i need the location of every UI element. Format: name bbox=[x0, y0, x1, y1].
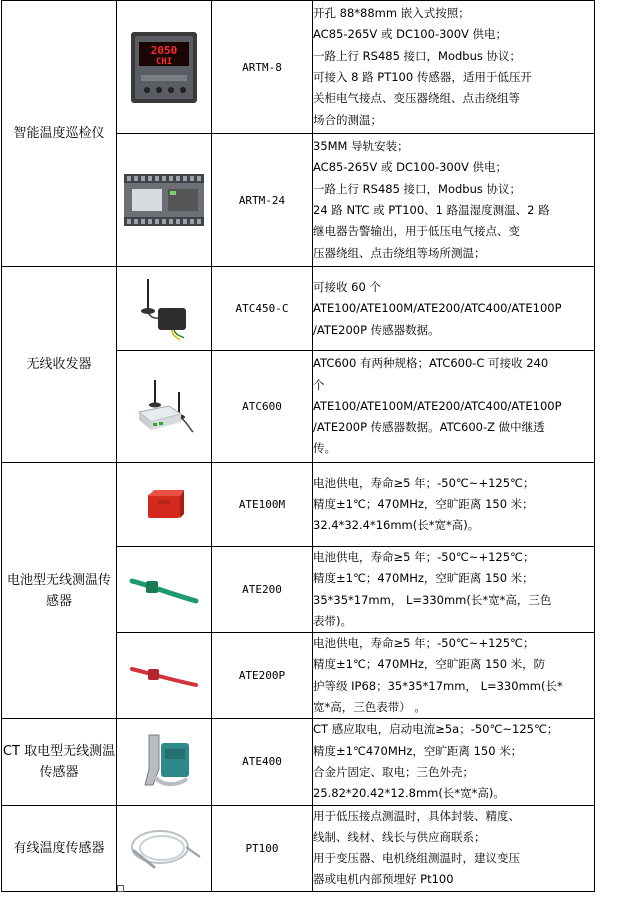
desc-line: 表带)。 bbox=[313, 613, 352, 628]
model-label: ARTM-24 bbox=[238, 193, 286, 207]
din-rail-module-icon bbox=[117, 172, 211, 228]
description-cell bbox=[313, 134, 595, 267]
desc-line: 宽*高，三色表带） 。 bbox=[313, 700, 426, 715]
model-cell bbox=[212, 463, 313, 547]
desc-line: /ATE200P 传感器数据。 bbox=[313, 322, 440, 337]
panel-meter-icon bbox=[117, 30, 211, 105]
desc-line: 场合的测温； bbox=[313, 112, 382, 127]
description-cell bbox=[313, 633, 595, 719]
model-cell bbox=[212, 719, 313, 805]
description-cell bbox=[313, 805, 595, 891]
model-label: ATE200 bbox=[242, 583, 282, 597]
desc-line: 电池供电，寿命≥5 年；-50℃~+125℃； bbox=[313, 475, 535, 490]
desc-line: 精度±1℃；470MHz，空旷距离 150 米； bbox=[313, 496, 534, 511]
pt100-probe-icon bbox=[117, 823, 211, 873]
image-cell bbox=[117, 267, 212, 351]
meter-display-bottom: CHI bbox=[155, 56, 173, 67]
desc-line: ATE100/ATE100M/ATE200/ATC400/ATE100P bbox=[313, 301, 562, 316]
desc-line: ATC600 有两种规格；ATC600-C 可接收 240 bbox=[313, 356, 549, 371]
desc-line: 合金片固定、取电；三色外壳； bbox=[313, 764, 474, 779]
desc-line: ATE100/ATE100M/ATE200/ATC400/ATE100P bbox=[313, 398, 562, 413]
image-cell bbox=[117, 547, 212, 633]
image-cell bbox=[117, 805, 212, 891]
desc-line: 精度±1℃470MHz，空旷距离 150 米； bbox=[313, 743, 523, 758]
desc-line: 24 路 NTC 或 PT100、1 路温湿度测温、2 路 bbox=[313, 203, 550, 217]
image-cell bbox=[117, 719, 212, 805]
desc-line: AC85-265V 或 DC100-300V 供电； bbox=[313, 27, 508, 42]
table-row bbox=[2, 267, 595, 351]
model-cell bbox=[212, 547, 313, 633]
meter-display-top: 2050 bbox=[150, 43, 178, 57]
desc-line: 精度±1℃；470MHz，空旷距离 150 米，防 bbox=[313, 657, 546, 672]
description-cell bbox=[313, 463, 595, 547]
model-label: ATE200P bbox=[238, 669, 286, 683]
category-cell bbox=[2, 805, 117, 891]
description-cell bbox=[313, 1, 595, 134]
category-cell bbox=[2, 719, 117, 805]
desc-line: 32.4*32.4*16mm(长*宽*高)。 bbox=[313, 518, 480, 533]
model-label: ATE100M bbox=[238, 498, 286, 511]
model-cell bbox=[212, 805, 313, 891]
desc-line: 一路上行 RS485 接口，Modbus 协议； bbox=[313, 181, 522, 196]
desc-line: 用于低压接点测温时，具体封装、精度、 bbox=[313, 808, 520, 823]
desc-line: 传。 bbox=[313, 441, 336, 456]
table-row bbox=[2, 719, 595, 805]
image-cell bbox=[117, 134, 212, 267]
desc-line: 35MM 导轨安装； bbox=[313, 139, 409, 154]
desc-line: 电池供电，寿命≥5 年；-50℃~+125℃； bbox=[313, 550, 535, 564]
model-cell bbox=[212, 633, 313, 719]
category-label: 电池型无线测温传感器 bbox=[6, 572, 111, 609]
model-cell bbox=[212, 134, 313, 267]
product-spec-table bbox=[1, 0, 595, 892]
paragraph-marker bbox=[117, 885, 124, 892]
desc-line: 25.82*20.42*12.8mm(长*宽*高)。 bbox=[313, 786, 505, 801]
desc-line: 可接入 8 路 PT100 传感器，适用于低压开 bbox=[313, 70, 532, 84]
desc-line: 一路上行 RS485 接口，Modbus 协议； bbox=[313, 48, 522, 63]
desc-line: 线制、线材、线长与供应商联系； bbox=[313, 829, 486, 844]
desc-line: 开孔 88*88mm 嵌入式按照； bbox=[313, 6, 470, 21]
desc-line: 精度±1℃；470MHz，空旷距离 150 米； bbox=[313, 571, 534, 586]
table-row bbox=[2, 1, 595, 134]
desc-line: 护等级 IP68；35*35*17mm， L=330mm(长* bbox=[313, 678, 563, 693]
category-label: 智能温度巡检仪 bbox=[13, 126, 105, 141]
table-row bbox=[2, 463, 595, 547]
desc-line: /ATE200P 传感器数据。ATC600-Z 做中继透 bbox=[313, 420, 545, 435]
category-cell bbox=[2, 267, 117, 463]
image-cell bbox=[117, 633, 212, 719]
desc-line: 电池供电，寿命≥5 年；-50℃~+125℃； bbox=[313, 636, 535, 651]
desc-line: 关柜电气接点、变压器绕组、点击绕组等 bbox=[313, 91, 520, 106]
table-row bbox=[2, 805, 595, 891]
image-cell bbox=[117, 351, 212, 463]
model-cell bbox=[212, 1, 313, 134]
desc-line: 用于变压器、电机绕组测温时，建议变压 bbox=[313, 851, 520, 866]
desc-line: 器或电机内部预埋好 Pt100 bbox=[313, 872, 454, 887]
desc-line: CT 感应取电，启动电流≥5a；-50℃~125℃； bbox=[313, 722, 559, 737]
description-cell bbox=[313, 351, 595, 463]
model-label: PT100 bbox=[245, 841, 279, 855]
model-label: ARTM-8 bbox=[242, 60, 282, 74]
red-strap-sensor-icon bbox=[117, 663, 211, 689]
model-label: ATC600 bbox=[242, 400, 282, 413]
transceiver-box-icon bbox=[117, 378, 211, 436]
model-cell bbox=[212, 351, 313, 463]
description-cell bbox=[313, 719, 595, 805]
model-cell bbox=[212, 267, 313, 351]
model-label: ATC450-C bbox=[235, 302, 289, 315]
category-cell bbox=[2, 463, 117, 719]
desc-line: 继电器告警输出，用于低压电气接点、变 bbox=[313, 224, 520, 239]
desc-line: AC85-265V 或 DC100-300V 供电； bbox=[313, 160, 508, 175]
model-label: ATE400 bbox=[242, 755, 282, 769]
transceiver-antenna-icon bbox=[117, 276, 211, 342]
image-cell bbox=[117, 1, 212, 134]
desc-line: 压器绕组、点击绕组等场所测温； bbox=[313, 245, 486, 260]
green-strap-sensor-icon bbox=[117, 575, 211, 605]
category-label: 有线温度传感器 bbox=[13, 840, 105, 856]
description-cell bbox=[313, 267, 595, 351]
red-sensor-block-icon bbox=[117, 488, 211, 522]
image-cell bbox=[117, 463, 212, 547]
desc-line: 35*35*17mm， L=330mm(长*宽*高，三色 bbox=[313, 592, 552, 607]
category-label: 无线收发器 bbox=[26, 357, 92, 372]
ct-clamp-sensor-icon bbox=[117, 729, 211, 795]
category-cell bbox=[2, 1, 117, 267]
desc-line: 个 bbox=[313, 377, 325, 392]
desc-line: 可接收 60 个 bbox=[313, 280, 381, 295]
category-label: CT 取电型无线测温传感器 bbox=[2, 743, 116, 780]
description-cell bbox=[313, 547, 595, 633]
